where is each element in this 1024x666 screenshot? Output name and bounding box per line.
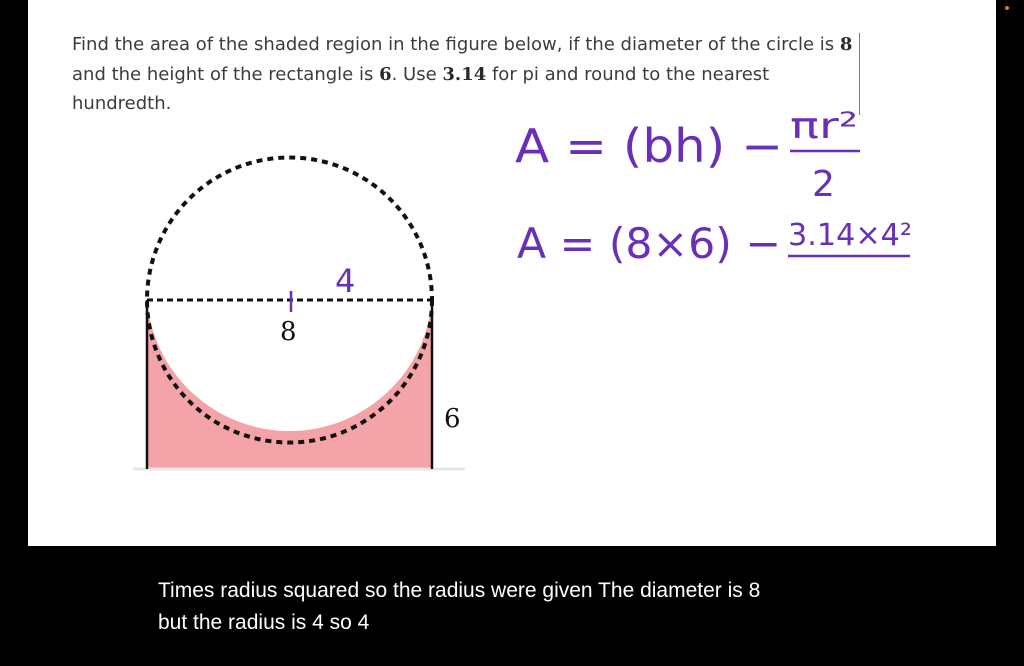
recording-indicator-icon (1005, 6, 1009, 10)
radius-note: 4 (335, 262, 356, 300)
caption-line-2: but the radius is 4 so 4 (158, 611, 370, 634)
problem-text-1: Find the area of the shaded region in the figure below, if the diameter of the circle is (72, 34, 840, 55)
diameter-label: 8 (280, 317, 297, 347)
diameter-value: 8 (839, 34, 853, 55)
equation-1-left: A = (bh) − (515, 119, 783, 173)
equation-1-denominator: 2 (812, 164, 835, 205)
problem-text-3: . Use (391, 63, 443, 85)
video-caption (158, 575, 760, 639)
equation-1-numerator: πr² (790, 106, 858, 147)
height-value: 6 (379, 63, 392, 85)
height-label: 6 (444, 404, 461, 434)
equation-2-numerator: 3.14×4² (788, 218, 912, 253)
pi-value: 3.14 (442, 63, 487, 85)
problem-text-4: for pi and round to the nearest hundredth. (72, 63, 770, 114)
caption-line-1: Times radius squared so the radius were given The diameter is 8 (158, 579, 761, 602)
equation-2-left: A = (8×6) − (517, 219, 781, 268)
problem-text-2: and the height of the rectangle is (72, 63, 380, 85)
